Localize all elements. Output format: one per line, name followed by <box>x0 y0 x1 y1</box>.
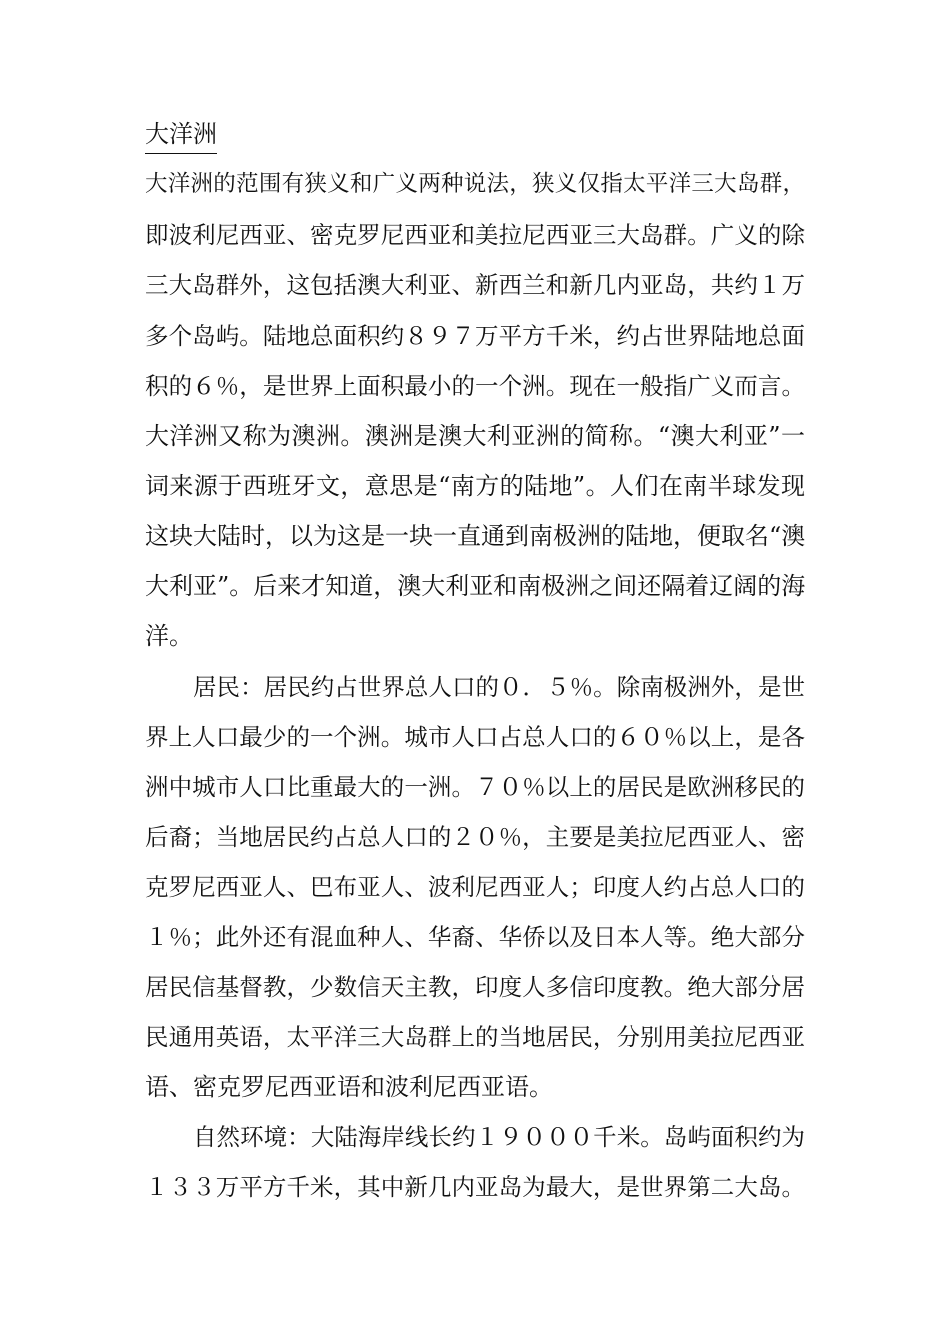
paragraph-line: 这块大陆时，以为这是一块一直通到南极洲的陆地，便取名“澳 <box>145 522 806 550</box>
paragraph-line: 语、密克罗尼西亚语和波利尼西亚语。 <box>145 1073 553 1101</box>
paragraph-line: 民通用英语，太平洋三大岛群上的当地居民，分别用美拉尼西亚 <box>145 1023 805 1051</box>
paragraph-line: 克罗尼西亚人、巴布亚人、波利尼西亚人；印度人约占总人口的 <box>145 873 805 901</box>
paragraph-line: 三大岛群外，这包括澳大利亚、新西兰和新几内亚岛，共约１万 <box>145 271 805 299</box>
paragraph-line: 词来源于西班牙文，意思是“南方的陆地”。人们在南半球发现 <box>145 472 805 500</box>
paragraph-line: 居民：居民约占世界总人口的０．５％。除南极洲外，是世 <box>193 673 805 701</box>
paragraph-line: 界上人口最少的一个洲。城市人口占总人口的６０％以上，是各 <box>145 723 805 751</box>
paragraph-line: 居民信基督教，少数信天主教，印度人多信印度教。绝大部分居 <box>145 973 805 1001</box>
paragraph-line: 自然环境：大陆海岸线长约１９０００千米。岛屿面积约为 <box>193 1123 805 1151</box>
paragraph-line: １％；此外还有混血种人、华裔、华侨以及日本人等。绝大部分 <box>145 923 805 951</box>
paragraph-line: 大利亚”。后来才知道，澳大利亚和南极洲之间还隔着辽阔的海 <box>145 572 806 600</box>
paragraph-line: 后裔；当地居民约占总人口的２０％，主要是美拉尼西亚人、密 <box>145 823 805 851</box>
paragraph-line: 即波利尼西亚、密克罗尼西亚和美拉尼西亚三大岛群。广义的除 <box>145 221 805 249</box>
paragraph-line: 洲中城市人口比重最大的一洲。７０％以上的居民是欧洲移民的 <box>145 773 805 801</box>
paragraph-line: 大洋洲的范围有狭义和广义两种说法，狭义仅指太平洋三大岛群， <box>145 171 805 197</box>
paragraph-line: 大洋洲又称为澳洲。澳洲是澳大利亚洲的简称。“澳大利亚”一 <box>145 422 805 450</box>
paragraph-line: 洋。 <box>145 622 193 650</box>
paragraph-line: 积的６％，是世界上面积最小的一个洲。现在一般指广义而言。 <box>145 372 805 400</box>
paragraph-line: １３３万平方千米，其中新几内亚岛为最大，是世界第二大岛。 <box>145 1173 805 1201</box>
paragraph-line: 多个岛屿。陆地总面积约８９７万平方千米，约占世界陆地总面 <box>145 322 805 350</box>
document-title: 大洋洲 <box>145 117 217 154</box>
